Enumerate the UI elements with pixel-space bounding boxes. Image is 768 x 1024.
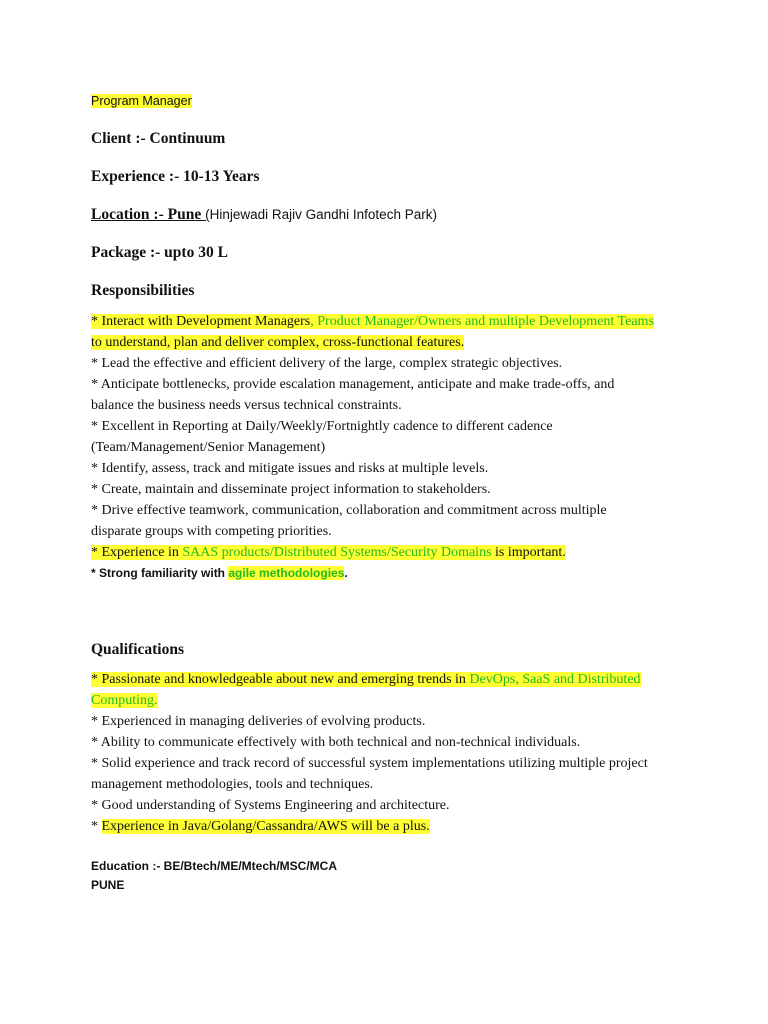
list-item: management methodologies, tools and techniques. <box>91 777 374 792</box>
list-item: disparate groups with competing priorities. <box>91 524 332 539</box>
responsibilities-heading: Responsibilities <box>91 282 195 299</box>
list-item: * Anticipate bottlenecks, provide escalation management, anticipate and make trade-offs, and <box>91 377 615 392</box>
location-line: Location :- Pune (Hinjewadi Rajiv Gandhi Infotech Park) <box>91 206 437 223</box>
list-item: * Good understanding of Systems Engineering and architecture. <box>91 798 450 813</box>
list-item: * Interact with Development Managers, Product Manager/Owners and multiple Development Teams <box>91 314 654 329</box>
list-item: * Strong familiarity with agile methodologies. <box>91 566 348 580</box>
list-item: * Experienced in managing deliveries of evolving products. <box>91 714 426 729</box>
experience-line: Experience :- 10-13 Years <box>91 168 260 185</box>
list-item: Computing. <box>91 693 158 708</box>
list-item: * Identify, assess, track and mitigate issues and risks at multiple levels. <box>91 461 489 476</box>
city-line: PUNE <box>91 878 125 892</box>
list-item: * Excellent in Reporting at Daily/Weekly/Fortnightly cadence to different cadence <box>91 419 553 434</box>
list-item: * Ability to communicate effectively with both technical and non-technical individuals. <box>91 735 581 750</box>
list-item: * Solid experience and track record of successful system implementations utilizing multiple project <box>91 756 648 771</box>
list-item: (Team/Management/Senior Management) <box>91 440 326 455</box>
list-item: to understand, plan and deliver complex, cross-functional features. <box>91 335 465 350</box>
list-item: * Experience in Java/Golang/Cassandra/AWS will be a plus. <box>91 819 430 834</box>
list-item: * Experience in SAAS products/Distributed Systems/Security Domains is important. <box>91 545 566 560</box>
package-line: Package :- upto 30 L <box>91 244 228 261</box>
client-line: Client :- Continuum <box>91 130 226 147</box>
job-title: Program Manager <box>91 94 192 108</box>
list-item: * Passionate and knowledgeable about new and emerging trends in DevOps, SaaS and Distributed <box>91 672 641 687</box>
list-item: * Drive effective teamwork, communication, collaboration and commitment across multiple <box>91 503 607 518</box>
list-item: * Create, maintain and disseminate project information to stakeholders. <box>91 482 491 497</box>
education-line: Education :- BE/Btech/ME/Mtech/MSC/MCA <box>91 859 338 873</box>
list-item: balance the business needs versus technical constraints. <box>91 398 402 413</box>
list-item: * Lead the effective and efficient delivery of the large, complex strategic objectives. <box>91 356 563 371</box>
qualifications-heading: Qualifications <box>91 641 185 658</box>
qualification-list <box>91 669 648 837</box>
responsibility-list <box>91 311 654 584</box>
